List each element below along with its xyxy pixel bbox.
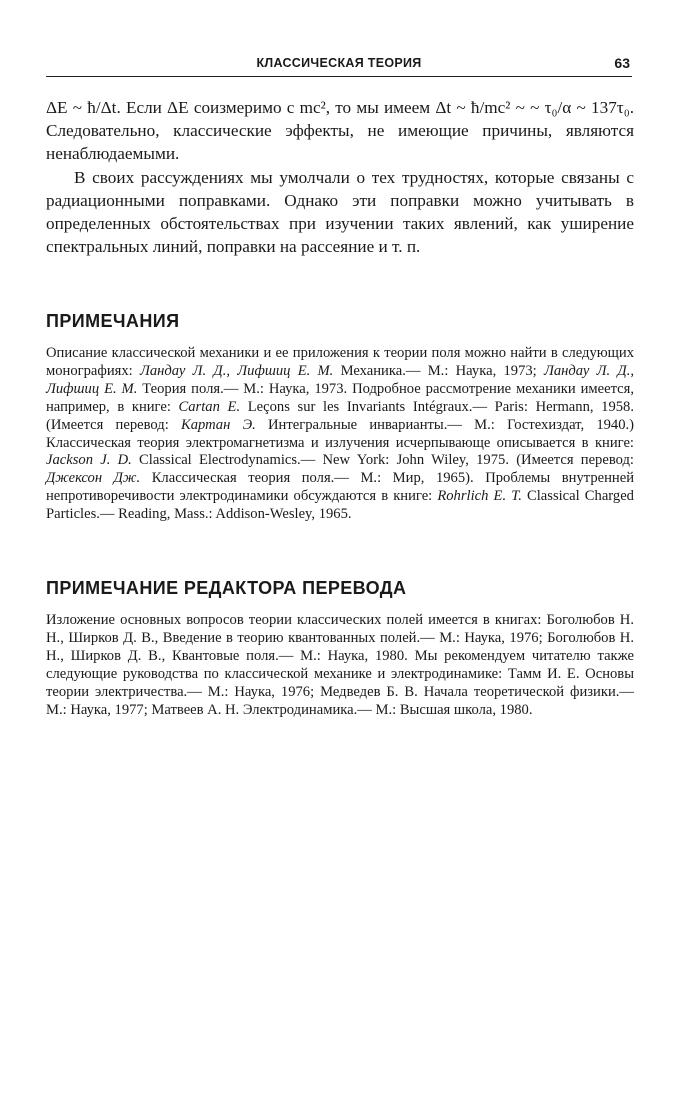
body-paragraph-2: В своих рассуждениях мы умолчали о тех трудностях, которые связаны с радиационными поправками. Однако эти поправки можно учитывать в определенных обстоятельствах при изучении таких явлений, как уширение спектральных линий, поправки на рассеяние и т. п.: [46, 167, 634, 257]
author-reference: Cartan E.: [178, 398, 241, 415]
notes-text-run: Механика.— М.: Наука, 1973;: [333, 362, 544, 379]
notes-heading: ПРИМЕЧАНИЯ: [46, 311, 180, 331]
notes-text-run: Leçons sur les Invariants Intégraux.— Paris: Hermann, 1958. (Имеется перевод:: [46, 398, 634, 433]
page-header: [46, 56, 632, 77]
notes-text-run: Описание классической механики и ее приложения к теории поля можно найти в следующих монографиях:: [46, 345, 634, 379]
author-reference: Jackson J. D.: [46, 452, 132, 469]
notes-text-run: Классическая теория поля.— М.: Мир, 1965). Проблемы внутренней непротиворечивости электродинамики обсуждаются в книге:: [46, 470, 634, 505]
notes-text-run: Classical Charged Particles.— Reading, Mass.: Addison-Wesley, 1965.: [46, 488, 634, 523]
body-paragraph-1: ΔE ~ ħ/Δt. Если ΔE соизмеримо с mc², то мы имеем Δt ~ ħ/mc² ~ ~ τ₀/α ~ 137τ₀. Следовательно, классические эффекты, не имеющие причины, являются ненаблюдаемыми.: [46, 98, 634, 164]
editor-notes-paragraph: Изложение основных вопросов теории классических полей имеется в книгах: Боголюбов Н. Н., Ширков Д. В., Введение в теорию квантованных полей.— М.: Наука, 1976; Боголюбов Н. Н., Ширков Д. В., Квантовые поля.— М.: Наука, 1980. Мы рекомендуем читателю также следующие руководства по классической механике и электродинамике: Тамм И. Е. Основы теории электричества.— М.: Наука, 1976; Медведев Б. В. Начала теоретической физики.— М.: Наука, 1977; Матвеев А. Н. Электродинамика.— М.: Высшая школа, 1980.: [46, 612, 634, 718]
notes-paragraph: [46, 345, 634, 524]
editor-notes-heading: ПРИМЕЧАНИЕ РЕДАКТОРА ПЕРЕВОДА: [46, 578, 407, 598]
author-reference: Джексон Дж.: [46, 470, 141, 487]
notes-text: [46, 345, 634, 524]
author-reference: Rohrlich E. T.: [437, 488, 522, 505]
author-reference: Картан Э.: [181, 416, 256, 433]
editor-notes-text: [46, 612, 634, 719]
author-reference: Ландау Л. Д., Лифшиц Е. М.: [140, 362, 334, 379]
running-title: КЛАССИЧЕСКАЯ ТЕОРИЯ: [256, 56, 422, 70]
notes-text-run: Classical Electrodynamics.— New York: John Wiley, 1975. (Имеется перевод:: [131, 452, 634, 469]
notes-text-run: Интегральные инварианты.— М.: Гостехиздат, 1940.) Классическая теория электромагнетизма и излучения исчерпывающе описывается в книге:: [46, 416, 635, 451]
notes-text-run: Теория поля.— М.: Наука, 1973. Подробное рассмотрение механики имеется, например, в книге:: [46, 380, 634, 415]
page-number: 63: [614, 55, 630, 71]
author-reference: Ландау Л. Д., Лифшиц Е. М.: [46, 362, 635, 397]
main-text: [46, 96, 634, 258]
